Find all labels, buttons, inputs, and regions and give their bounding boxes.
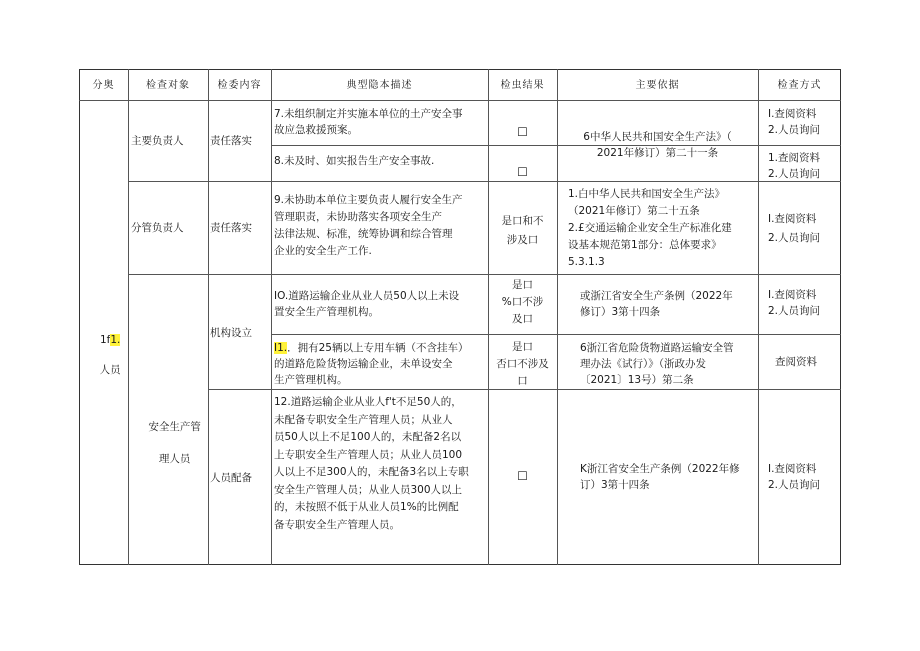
category-name: 人员 bbox=[99, 364, 121, 376]
item-10-description: IO.道路运输企业从业人员50人以上未设 置安全生产管理机构。 bbox=[274, 290, 460, 318]
column-divider bbox=[758, 69, 759, 565]
column-divider bbox=[128, 69, 129, 565]
target-safety-manager bbox=[128, 403, 208, 483]
content-staffing: 人员配备 bbox=[210, 472, 252, 484]
item-7-8-basis: 6中华人民共和国安全生产法》（ 2021年修订）第二十一条 bbox=[583, 131, 732, 159]
item-7-result-checkbox[interactable]: ☐ bbox=[517, 125, 528, 139]
content-resp-deputy: 责任落实 bbox=[210, 222, 252, 234]
header-description: 典型隐本描述 bbox=[346, 80, 413, 91]
row-divider bbox=[128, 274, 841, 275]
header-content: 检委内容 bbox=[217, 80, 262, 91]
row-divider bbox=[271, 334, 841, 335]
item-11-basis: 6浙江省危险货物道路运输安全管 理办法《试行）》（浙政办发 〔2021〕13号）第二条 bbox=[580, 342, 734, 386]
header-category: 分奥 bbox=[92, 80, 115, 91]
item-9-method: I.查阅资料 2.人员询问 bbox=[768, 213, 821, 244]
header-method: 检查方式 bbox=[777, 80, 822, 91]
column-divider bbox=[271, 69, 272, 565]
item-12-basis: K浙江省安全生产条例（2022年修 订）3第十四条 bbox=[580, 463, 740, 491]
item-8-description: 8.未及时、如实报告生产安全事故. bbox=[274, 155, 435, 167]
category-highlight: 1. bbox=[110, 334, 121, 346]
item-7-description: 7.未组织制定并实施本单位的土产安全事 故应急救援预案。 bbox=[274, 108, 463, 136]
item-11-description-text: ．拥有25辆以上专用车辆（不含挂车） 的道路危险货物运输企业，未单设安全 生产管理机构。 bbox=[274, 342, 469, 386]
column-divider bbox=[208, 69, 209, 565]
target-safety-manager-line1: 安全生产管 bbox=[148, 421, 201, 433]
header-divider bbox=[79, 100, 841, 101]
item-8-result-checkbox[interactable]: ☐ bbox=[517, 165, 528, 179]
item-12-method: I.查阅资料 2.人员询问 bbox=[768, 463, 821, 491]
category-label bbox=[79, 318, 128, 393]
category-prefix: 1f bbox=[99, 334, 111, 346]
item-9-result: 是口和不 涉及口 bbox=[501, 215, 544, 246]
target-main-leader: 主要负责人 bbox=[131, 135, 184, 147]
item-9-basis: 1.白中华人民共和国安全生产法》 （2021年修订）第二十五条 2.£交通运输企业安全生产标准化建 设基本规范第1部分：总体要求》 5.3.1.3 bbox=[568, 188, 732, 268]
item-10-basis: 或浙江省安全生产条例（2022年 修订）3第十四条 bbox=[580, 290, 733, 318]
header-basis: 主要依据 bbox=[635, 80, 680, 91]
row-divider bbox=[128, 181, 841, 182]
item-11-result: 是口 否口不涉及 口 bbox=[496, 341, 549, 387]
header-target: 检查对象 bbox=[146, 80, 190, 91]
target-safety-manager-line2: 理人员 bbox=[158, 453, 191, 465]
content-resp-main: 责任落实 bbox=[210, 135, 252, 147]
item-10-result: 是口 %口不涉 及口 bbox=[501, 279, 544, 325]
item-7-method: I.查阅资料 2.人员询问 bbox=[768, 108, 821, 136]
content-org-setup: 机构设立 bbox=[210, 327, 252, 339]
item-8-method: 1.查阅资料 2.人员询问 bbox=[768, 152, 821, 180]
item-11-number-highlight: I1. bbox=[274, 342, 288, 354]
target-deputy-leader: 分管负责人 bbox=[131, 222, 184, 234]
header-result: 检虫结果 bbox=[500, 80, 545, 91]
item-12-description: 12.道路运输企业从业人f't不足50人的， 未配备专职安全生产管理人员；从业人 员50人以上不足100人的，未配备2名以 上专职安全生产管理人员；从业人员100 人以上不足300人的，未配备3名以上专职 安全生产管理人员；从业人员300人以上 的，未按照不低于从业人员1%的比例配 备专职安全生产管理人员。 bbox=[274, 396, 469, 531]
item-10-method: I.查阅资料 2.人员询问 bbox=[768, 289, 821, 317]
item-11-description bbox=[274, 340, 486, 388]
item-12-result-checkbox[interactable]: ☐ bbox=[517, 469, 528, 483]
item-9-description: 9.未协助本单位主要负责人履行安全生产 管理职责，未协助落实各项安全生产 法律法规、标准，统筹协调和综合管理 企业的安全生产工作. bbox=[274, 194, 463, 257]
item-11-method: 查阅资料 bbox=[775, 356, 817, 368]
